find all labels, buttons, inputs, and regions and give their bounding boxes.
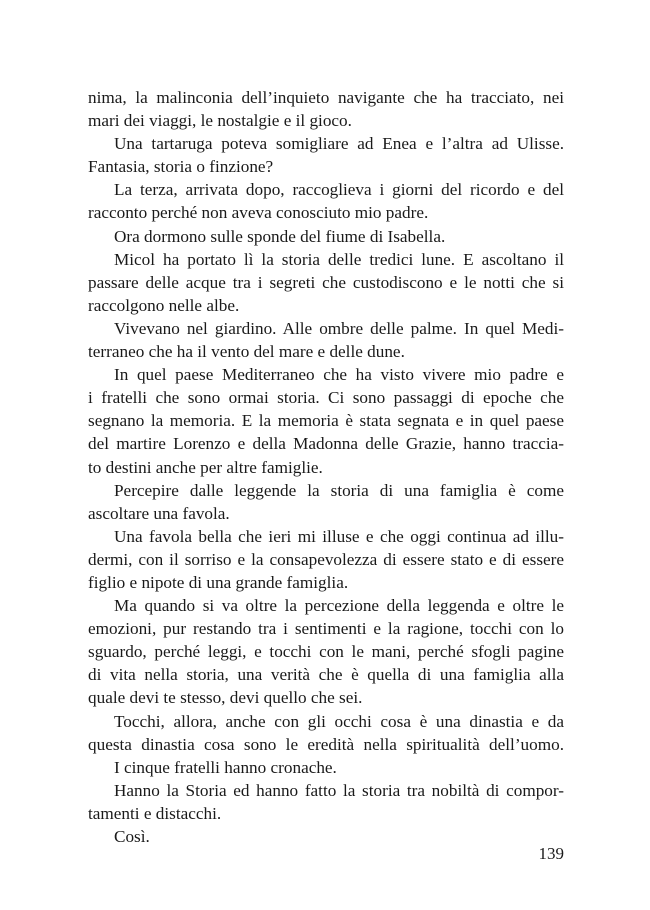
text-line: dermi, con il sorriso e la consapevolezza di essere stato e di essere — [88, 549, 564, 569]
text-line: raccolgono nelle albe. — [88, 295, 240, 315]
text-line: Tocchi, allora, anche con gli occhi cosa è una dinastia e da — [114, 711, 564, 731]
text-line: Ma quando si va oltre la percezione della leggenda e oltre le — [114, 596, 564, 616]
text-line: questa dinastia cosa sono le eredità nella spiritualità dell’uomo. — [88, 734, 564, 754]
text-line: Così. — [114, 827, 150, 846]
text-line: to destini anche per altre famiglie. — [88, 457, 323, 477]
text-line: figlio e nipote di una grande famiglia. — [88, 572, 349, 592]
text-line: La terza, arrivata dopo, raccoglieva i giorni del ricordo e del — [114, 180, 564, 200]
text-line: ascoltare una favola. — [88, 503, 230, 523]
page-number: 139 — [538, 844, 564, 863]
text-line: Percepire dalle leggende la storia di una famiglia è come — [114, 480, 564, 500]
text-line: nima, la malinconia dell’inquieto navigante che ha tracciato, nei — [88, 88, 564, 107]
text-line: Vivevano nel giardino. Alle ombre delle palme. In quel Medi- — [114, 318, 564, 338]
text-line: Una tartaruga poteva somigliare ad Enea e l’altra ad Ulisse. — [114, 134, 564, 154]
text-line: Una favola bella che ieri mi illuse e che oggi continua ad illu- — [114, 526, 564, 546]
body-text — [88, 86, 564, 848]
text-line: In quel paese Mediterraneo che ha visto vivere mio padre e — [114, 365, 564, 385]
text-line: I cinque fratelli hanno cronache. — [114, 757, 337, 777]
text-line: Hanno la Storia ed hanno fatto la storia tra nobiltà di compor- — [114, 780, 564, 800]
text-line: terraneo che ha il vento del mare e delle dune. — [88, 342, 405, 362]
text-line: quale devi te stesso, devi quello che sei. — [88, 688, 363, 708]
text-line: tamenti e distacchi. — [88, 803, 222, 823]
text-line: del martire Lorenzo e della Madonna delle Grazie, hanno traccia- — [88, 434, 564, 454]
text-line: sguardo, perché leggi, e tocchi con le mani, perché sfogli pagine — [88, 642, 564, 662]
text-line: racconto perché non aveva conosciuto mio padre. — [88, 203, 429, 223]
text-line: Fantasia, storia o finzione? — [88, 157, 274, 177]
text-line: di vita nella storia, una verità che è quella di una famiglia alla — [88, 665, 564, 685]
text-line: mari dei viaggi, le nostalgie e il gioco. — [88, 111, 352, 131]
text-line: Ora dormono sulle sponde del fiume di Isabella. — [114, 226, 446, 246]
text-line: segnano la memoria. E la memoria è stata segnata e in quel paese — [88, 411, 564, 431]
text-line: emozioni, pur restando tra i sentimenti e la ragione, tocchi con lo — [88, 619, 564, 639]
text-line: Micol ha portato lì la storia delle tredici lune. E ascoltano il — [114, 249, 564, 269]
text-line: i fratelli che sono ormai storia. Ci sono passaggi di epoche che — [88, 388, 564, 408]
text-line: passare delle acque tra i segreti che custodiscono e le notti che si — [88, 272, 564, 292]
